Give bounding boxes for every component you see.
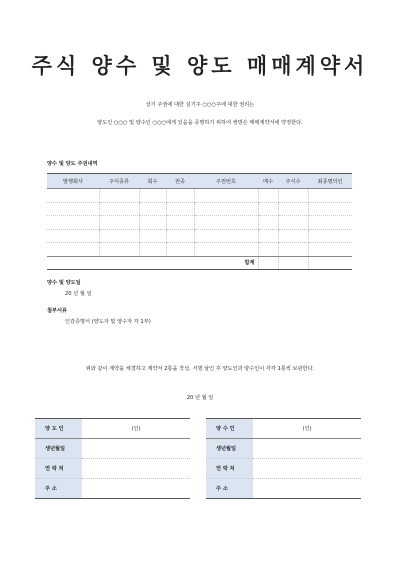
transferor-contact-field[interactable] (82, 459, 190, 479)
table-cell[interactable] (47, 229, 99, 243)
table-cell[interactable] (278, 216, 308, 230)
table-cell[interactable] (278, 229, 308, 243)
transferor-title: 양 도 인 (35, 419, 82, 439)
table-cell[interactable] (258, 229, 278, 243)
transferor-contact-label: 연 락 처 (35, 459, 82, 479)
col-sheets: 매수 (258, 174, 278, 189)
table-cell[interactable] (166, 202, 194, 216)
table-cell[interactable] (47, 202, 99, 216)
col-final-holder: 최종명의인 (308, 174, 352, 189)
table-cell[interactable] (194, 243, 258, 257)
col-denomination: 권종 (166, 174, 194, 189)
attachments-heading: 첨부서류 (47, 308, 68, 314)
table-cell[interactable] (99, 189, 139, 203)
attachment-item: 인감증명서 (양도자 및 양수자 각 1부) (65, 319, 151, 325)
table-cell[interactable] (194, 216, 258, 230)
table-cell[interactable] (99, 229, 139, 243)
table-cell[interactable] (258, 243, 278, 257)
table-cell[interactable] (308, 216, 352, 230)
table-row (47, 216, 352, 230)
table-cell[interactable] (258, 216, 278, 230)
table-cell[interactable] (47, 243, 99, 257)
table-cell[interactable] (308, 189, 352, 203)
date-section-heading: 양수 및 양도일 (47, 280, 81, 286)
table-cell[interactable] (308, 202, 352, 216)
stock-table-header (47, 174, 352, 189)
col-issuer: 발행회사 (47, 174, 99, 189)
transferor-block (35, 418, 190, 499)
table-cell[interactable] (278, 202, 308, 216)
table-cell[interactable] (258, 189, 278, 203)
transferee-seal[interactable]: (인) (253, 419, 361, 439)
total-sheets[interactable] (258, 256, 278, 269)
table-cell[interactable] (139, 202, 166, 216)
table-cell[interactable] (139, 243, 166, 257)
table-row (47, 189, 352, 203)
transferee-block (206, 418, 361, 499)
transferee-birth-label: 생년월일 (206, 439, 253, 459)
stock-table (47, 173, 352, 270)
table-cell[interactable] (99, 216, 139, 230)
table-cell[interactable] (278, 189, 308, 203)
intro-line-1: 상기 주권에 대한 실기주 ○○○주에 대한 권리는 (145, 102, 255, 108)
table-cell[interactable] (166, 243, 194, 257)
col-stock-type: 주식종류 (99, 174, 139, 189)
col-round: 회수 (139, 174, 166, 189)
table-row (47, 229, 352, 243)
transferor-birth-label: 생년월일 (35, 439, 82, 459)
closing-statement: 위와 같이 계약을 체결하고 계약서 2통을 작성, 서명 날인 후 양도인과 양수인이 각각 1통씩 보관한다. (85, 366, 315, 372)
table-cell[interactable] (166, 229, 194, 243)
transferee-contact-field[interactable] (253, 459, 361, 479)
total-shares[interactable] (278, 256, 308, 269)
table-cell[interactable] (139, 189, 166, 203)
transferee-contact-label: 연 락 처 (206, 459, 253, 479)
intro-line-2: 양도인 ○○○ 및 양수인 ○○○에게 있음을 증명하기 위하여 쌍방은 매매계약서에 약정한다. (97, 120, 303, 126)
total-blank (308, 256, 352, 269)
table-cell[interactable] (308, 243, 352, 257)
col-certificate-number: 주권번호 (194, 174, 258, 189)
transfer-date: 20 년 월 일 (65, 291, 92, 297)
col-share-count: 주식수 (278, 174, 308, 189)
table-cell[interactable] (139, 216, 166, 230)
transferee-birth-field[interactable] (253, 439, 361, 459)
table-cell[interactable] (308, 229, 352, 243)
table-cell[interactable] (47, 189, 99, 203)
table-cell[interactable] (258, 202, 278, 216)
table-cell[interactable] (99, 202, 139, 216)
transferee-address-field[interactable] (253, 479, 361, 499)
transferor-address-label: 주 소 (35, 479, 82, 499)
table-cell[interactable] (278, 243, 308, 257)
table-cell[interactable] (194, 189, 258, 203)
table-cell[interactable] (99, 243, 139, 257)
document-title: 주식 양수 및 양도 매매계약서 (31, 54, 369, 78)
table-cell[interactable] (47, 216, 99, 230)
total-label: 합계 (47, 256, 258, 269)
transferor-birth-field[interactable] (82, 439, 190, 459)
table-cell[interactable] (194, 202, 258, 216)
transferee-address-label: 주 소 (206, 479, 253, 499)
table-cell[interactable] (166, 189, 194, 203)
transferee-title: 양 수 인 (206, 419, 253, 439)
table-row (47, 243, 352, 257)
total-row (47, 256, 352, 269)
transferor-address-field[interactable] (82, 479, 190, 499)
table-cell[interactable] (166, 216, 194, 230)
stock-section-heading: 양수 및 양도 주권내역 (47, 161, 98, 167)
transferor-seal[interactable]: (인) (82, 419, 190, 439)
signing-date: 20 년 월 일 (186, 395, 214, 401)
table-row (47, 202, 352, 216)
table-cell[interactable] (194, 229, 258, 243)
table-cell[interactable] (139, 229, 166, 243)
